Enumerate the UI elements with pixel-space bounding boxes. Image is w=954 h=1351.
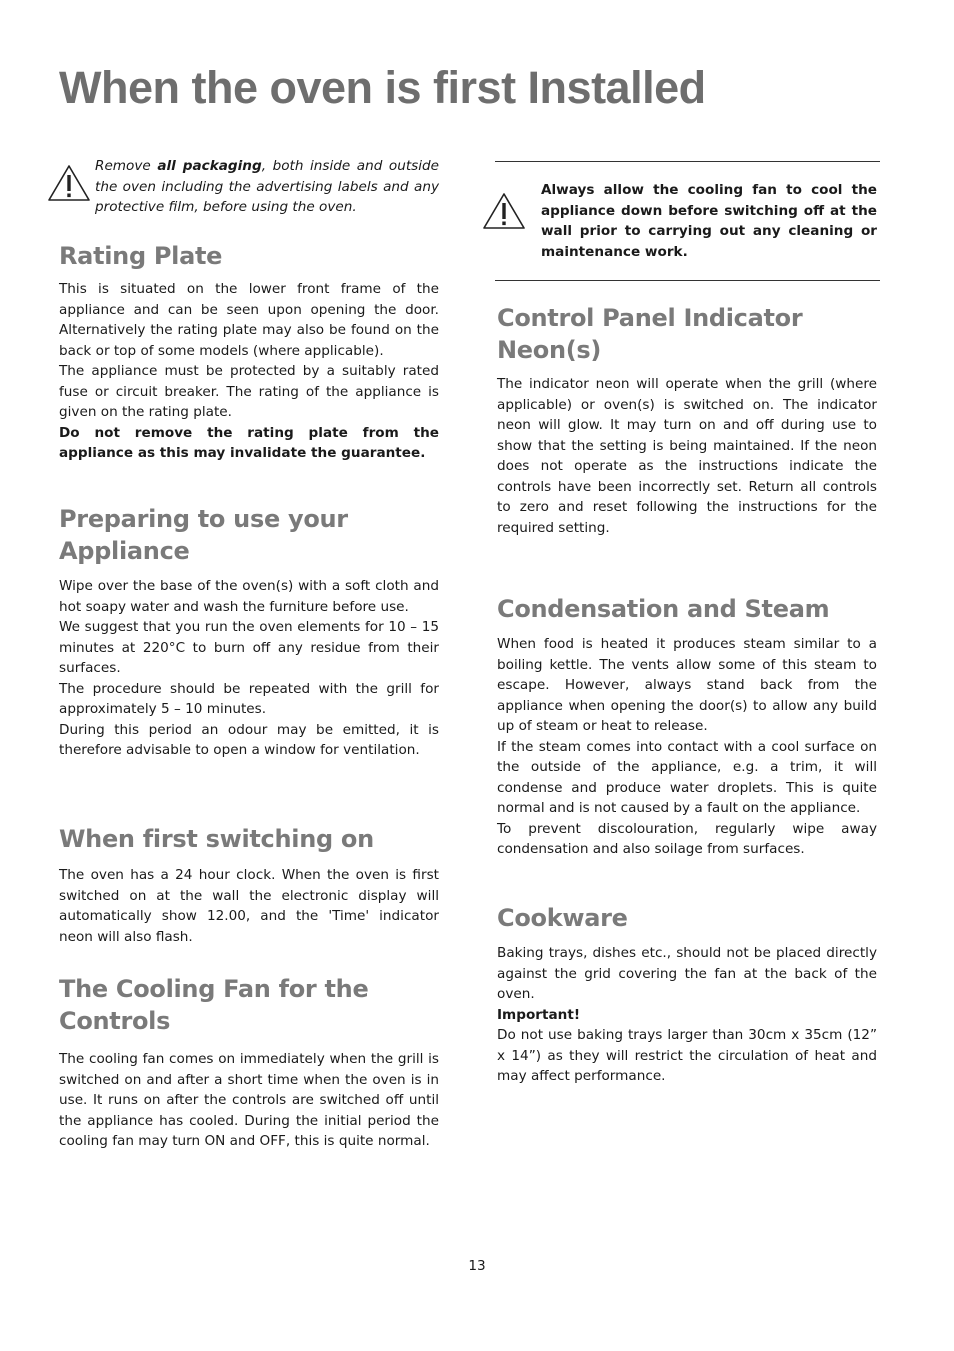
cookware-p1: Baking trays, dishes etc., should not be placed directly against the grid covering the fan at the back of the oven. xyxy=(497,945,877,1002)
control-panel-p1: The indicator neon will operate when the grill (where applicable) or oven(s) is switched on. The indicator neon will glow. It may turn on and off during use to show that the setting is being maintained. If the neon does not operate as the instructions indicate the controls have been incorrectly set. Return all controls to zero and reset following the instructions for the required setting. xyxy=(497,376,877,536)
packaging-warning-after: , both inside and outside the oven including the advertising labels and any protective film, before using the oven. xyxy=(95,158,439,215)
preparing-p4: During this period an odour may be emitted, it is therefore advisable to open a window for ventilation. xyxy=(59,721,439,758)
condensation-p1: When food is heated it produces steam similar to a boiling kettle. The vents allow some of this steam to escape. However, always stand back from the appliance when opening the door(s) to allow any build up of steam or heat to release. xyxy=(497,636,877,734)
cookware-p3: Do not use baking trays larger than 30cm x 35cm (12” x 14”) as they will restrict the circulation of heat and may affect performance. xyxy=(497,1027,877,1084)
packaging-warning-text xyxy=(95,156,439,218)
preparing-p2: We suggest that you run the oven elements for 10 – 15 minutes at 220°C to burn off any residue from their surfaces. xyxy=(59,619,439,676)
condensation-p3: To prevent discolouration, regularly wipe away condensation and also soilage from surfaces. xyxy=(497,820,877,857)
warning-triangle-icon xyxy=(47,164,91,202)
preparing-body xyxy=(59,576,439,761)
heading-cooling-fan: The Cooling Fan for the Controls xyxy=(59,975,369,1035)
heading-preparing: Preparing to use your Appliance xyxy=(59,505,348,565)
page-title: When the oven is first Installed xyxy=(59,62,706,113)
heading-condensation: Condensation and Steam xyxy=(497,595,830,623)
packaging-warning-before: Remove xyxy=(95,158,158,174)
cookware-important: Important! xyxy=(497,1006,581,1023)
rating-plate-p1: This is situated on the lower front frame of the appliance and can be seen upon opening the door. Alternatively the rating plate may also be found on the back or top of some models (where applicable). xyxy=(59,281,439,359)
condensation-p2: If the steam comes into contact with a cool surface on the outside of the appliance, e.g. a trim, it will condense and produce water droplets. This is quite normal and is not caused by a fault on the appliance. xyxy=(497,738,877,816)
packaging-warning-emphasis: all packaging xyxy=(157,158,262,174)
cooling-fan-p1: The cooling fan comes on immediately when the grill is switched on and after a short time when the oven is in use. It runs on after the controls are switched off until the appliance has cooled. During the initial period the cooling fan may turn ON and OFF, this is quite normal. xyxy=(59,1051,439,1149)
rating-plate-body xyxy=(59,279,439,464)
heading-control-panel: Control Panel Indicator Neon(s) xyxy=(497,304,803,364)
first-switching-body xyxy=(59,865,439,947)
page-number: 13 xyxy=(468,1258,486,1274)
condensation-body xyxy=(497,634,877,860)
preparing-p1: Wipe over the base of the oven(s) with a soft cloth and hot soapy water and wash the furniture before use. xyxy=(59,578,439,615)
heading-first-switching: When first switching on xyxy=(59,825,374,853)
heading-cookware: Cookware xyxy=(497,904,628,932)
warning-triangle-icon xyxy=(482,192,526,230)
cooling-fan-body xyxy=(59,1049,439,1152)
heading-rating-plate: Rating Plate xyxy=(59,242,223,270)
control-panel-body xyxy=(497,374,877,538)
rating-plate-p3: Do not remove the rating plate from the appliance as this may invalidate the guarantee. xyxy=(59,424,439,461)
preparing-p3: The procedure should be repeated with the grill for approximately 5 – 10 minutes. xyxy=(59,680,439,717)
divider-top xyxy=(495,161,880,162)
divider-bottom xyxy=(495,280,880,281)
cooling-fan-warning-text: Always allow the cooling fan to cool the appliance down before switching off at the wall prior to carrying out any cleaning or maintenance work. xyxy=(541,182,877,260)
first-switching-p1: The oven has a 24 hour clock. When the oven is first switched on at the wall the electronic display will automatically show 12.00, and the 'Time' indicator neon will also flash. xyxy=(59,867,439,945)
cookware-body xyxy=(497,943,877,1087)
rating-plate-p2: The appliance must be protected by a suitably rated fuse or circuit breaker. The rating of the appliance is given on the rating plate. xyxy=(59,363,439,420)
